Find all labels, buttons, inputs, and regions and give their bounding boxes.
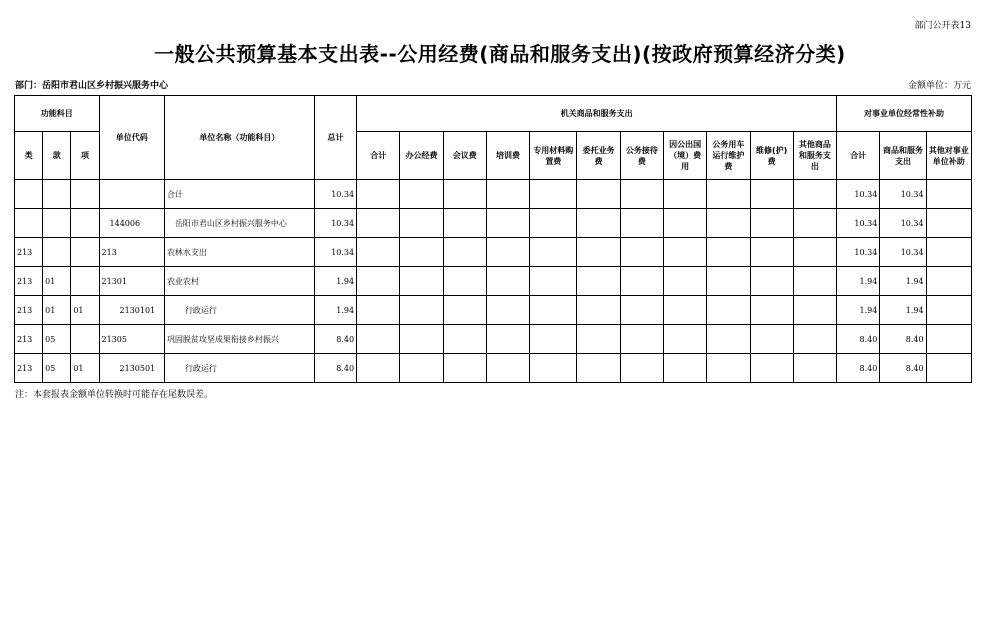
- cell-jiguan: [486, 209, 529, 238]
- cell-total: 10.34: [314, 238, 356, 267]
- cell-shiye: 10.34: [880, 180, 926, 209]
- cell-kuan: 01: [43, 267, 71, 296]
- cell-jiguan: [486, 296, 529, 325]
- cell-jiguan: [400, 180, 443, 209]
- cell-jiguan: [530, 180, 577, 209]
- cell-jiguan: [357, 238, 400, 267]
- cell-jiguan: [663, 238, 706, 267]
- cell-jiguan: [400, 325, 443, 354]
- cell-xiang: [71, 209, 99, 238]
- cell-jiguan: [357, 209, 400, 238]
- cell-unit-name: 巩固脱贫攻坚成果衔接乡村振兴: [164, 325, 314, 354]
- cell-jiguan: [400, 209, 443, 238]
- cell-total: 1.94: [314, 296, 356, 325]
- cell-kuan: 01: [43, 296, 71, 325]
- header-jiguan-group: 机关商品和服务支出: [357, 96, 837, 132]
- cell-total: 8.40: [314, 354, 356, 383]
- cell-jiguan: [707, 238, 750, 267]
- header-jiguan-col: 公务用车运行维护费: [707, 132, 750, 180]
- cell-shiye: 8.40: [837, 325, 880, 354]
- cell-jiguan: [357, 354, 400, 383]
- cell-shiye: 1.94: [880, 267, 926, 296]
- cell-jiguan: [443, 267, 486, 296]
- cell-jiguan: [443, 238, 486, 267]
- cell-unit-code: 144006: [99, 209, 164, 238]
- cell-shiye: 8.40: [837, 354, 880, 383]
- cell-jiguan: [793, 354, 836, 383]
- header-jiguan-col: 专用材料购置费: [530, 132, 577, 180]
- page-title: 一般公共预算基本支出表--公用经费(商品和服务支出)(按政府预算经济分类): [154, 42, 846, 66]
- header-jiguan-col: 会议费: [443, 132, 486, 180]
- cell-shiye: [926, 354, 971, 383]
- cell-unit-name: 行政运行: [164, 354, 314, 383]
- header-jiguan-col: 公务接待费: [620, 132, 663, 180]
- cell-jiguan: [663, 325, 706, 354]
- cell-jiguan: [486, 354, 529, 383]
- cell-shiye: 10.34: [880, 238, 926, 267]
- cell-jiguan: [663, 209, 706, 238]
- cell-jiguan: [707, 209, 750, 238]
- cell-shiye: 10.34: [837, 180, 880, 209]
- cell-shiye: 1.94: [837, 296, 880, 325]
- cell-lei: 213: [15, 267, 43, 296]
- cell-jiguan: [793, 180, 836, 209]
- cell-jiguan: [400, 238, 443, 267]
- cell-unit-code: 2130101: [99, 296, 164, 325]
- header-jiguan-col: 合计: [357, 132, 400, 180]
- cell-jiguan: [357, 296, 400, 325]
- cell-total: 10.34: [314, 180, 356, 209]
- cell-lei: [15, 209, 43, 238]
- cell-jiguan: [707, 354, 750, 383]
- cell-jiguan: [707, 267, 750, 296]
- cell-kuan: [43, 238, 71, 267]
- cell-jiguan: [486, 238, 529, 267]
- cell-jiguan: [577, 296, 620, 325]
- cell-xiang: [71, 180, 99, 209]
- cell-lei: 213: [15, 296, 43, 325]
- cell-unit-code: 21301: [99, 267, 164, 296]
- cell-unit-code: 21305: [99, 325, 164, 354]
- header-jiguan-col: 维修(护)费: [750, 132, 793, 180]
- cell-jiguan: [750, 238, 793, 267]
- department-label: 部门：岳阳市君山区乡村振兴服务中心: [15, 81, 169, 91]
- cell-jiguan: [663, 267, 706, 296]
- cell-kuan: 05: [43, 325, 71, 354]
- header-shiye-col: 其他对事业单位补助: [926, 132, 971, 180]
- header-shiye-group: 对事业单位经常性补助: [837, 96, 972, 132]
- expenditure-table: [14, 95, 972, 383]
- cell-xiang: [71, 238, 99, 267]
- cell-jiguan: [707, 325, 750, 354]
- cell-xiang: [71, 267, 99, 296]
- cell-jiguan: [357, 267, 400, 296]
- footnote: 注：本套报表金额单位转换时可能存在尾数误差。: [15, 390, 214, 400]
- cell-jiguan: [750, 180, 793, 209]
- cell-jiguan: [577, 267, 620, 296]
- header-xiang: 项: [71, 132, 99, 180]
- cell-jiguan: [750, 209, 793, 238]
- cell-shiye: 10.34: [837, 238, 880, 267]
- cell-shiye: [926, 180, 971, 209]
- cell-jiguan: [577, 325, 620, 354]
- cell-jiguan: [663, 296, 706, 325]
- cell-jiguan: [663, 180, 706, 209]
- cell-jiguan: [530, 325, 577, 354]
- cell-jiguan: [793, 267, 836, 296]
- cell-jiguan: [443, 354, 486, 383]
- cell-jiguan: [443, 325, 486, 354]
- header-jiguan-col: 因公出国（境）费用: [663, 132, 706, 180]
- cell-lei: 213: [15, 354, 43, 383]
- table-number-label: 部门公开表13: [914, 21, 971, 31]
- cell-jiguan: [486, 325, 529, 354]
- cell-unit-name: 岳阳市君山区乡村振兴服务中心: [164, 209, 314, 238]
- table-row: [15, 238, 972, 267]
- cell-jiguan: [486, 180, 529, 209]
- cell-jiguan: [400, 296, 443, 325]
- cell-jiguan: [707, 180, 750, 209]
- header-jiguan-col: 其他商品和服务支出: [793, 132, 836, 180]
- cell-jiguan: [577, 354, 620, 383]
- cell-jiguan: [400, 354, 443, 383]
- header-jiguan-col: 委托业务费: [577, 132, 620, 180]
- cell-jiguan: [750, 296, 793, 325]
- cell-unit-name: 农业农村: [164, 267, 314, 296]
- table-row: [15, 209, 972, 238]
- cell-total: 1.94: [314, 267, 356, 296]
- cell-jiguan: [793, 238, 836, 267]
- cell-jiguan: [620, 180, 663, 209]
- cell-unit-name: 合计: [164, 180, 314, 209]
- cell-xiang: 01: [71, 296, 99, 325]
- cell-jiguan: [577, 238, 620, 267]
- cell-jiguan: [357, 180, 400, 209]
- cell-total: 8.40: [314, 325, 356, 354]
- cell-jiguan: [620, 267, 663, 296]
- cell-xiang: [71, 325, 99, 354]
- cell-lei: [15, 180, 43, 209]
- cell-shiye: [926, 296, 971, 325]
- cell-jiguan: [530, 238, 577, 267]
- header-jiguan-col: 办公经费: [400, 132, 443, 180]
- cell-jiguan: [620, 238, 663, 267]
- cell-xiang: 01: [71, 354, 99, 383]
- table-row: [15, 325, 972, 354]
- cell-jiguan: [707, 296, 750, 325]
- cell-unit-name: 农林水支出: [164, 238, 314, 267]
- cell-shiye: 8.40: [880, 354, 926, 383]
- unit-label: 金额单位：万元: [907, 81, 971, 91]
- cell-jiguan: [620, 296, 663, 325]
- cell-total: 10.34: [314, 209, 356, 238]
- header-lei: 类: [15, 132, 43, 180]
- table-row: [15, 354, 972, 383]
- cell-kuan: [43, 209, 71, 238]
- header-total: 总计: [314, 96, 356, 180]
- cell-shiye: [926, 267, 971, 296]
- cell-jiguan: [793, 209, 836, 238]
- cell-unit-name: 行政运行: [164, 296, 314, 325]
- header-jiguan-col: 培训费: [486, 132, 529, 180]
- cell-shiye: 8.40: [880, 325, 926, 354]
- cell-shiye: 10.34: [880, 209, 926, 238]
- table-row: [15, 296, 972, 325]
- cell-jiguan: [486, 267, 529, 296]
- cell-jiguan: [663, 354, 706, 383]
- header-shiye-col: 合计: [837, 132, 880, 180]
- cell-jiguan: [750, 267, 793, 296]
- header-unit-code: 单位代码: [99, 96, 164, 180]
- cell-kuan: [43, 180, 71, 209]
- cell-jiguan: [750, 354, 793, 383]
- cell-lei: 213: [15, 325, 43, 354]
- cell-kuan: 05: [43, 354, 71, 383]
- cell-lei: 213: [15, 238, 43, 267]
- cell-shiye: 1.94: [837, 267, 880, 296]
- cell-jiguan: [530, 296, 577, 325]
- cell-jiguan: [443, 209, 486, 238]
- cell-jiguan: [577, 209, 620, 238]
- cell-shiye: 1.94: [880, 296, 926, 325]
- header-func-group: 功能科目: [15, 96, 100, 132]
- table-row: [15, 180, 972, 209]
- cell-shiye: 10.34: [837, 209, 880, 238]
- cell-jiguan: [620, 209, 663, 238]
- cell-jiguan: [793, 296, 836, 325]
- header-unit-name: 单位名称（功能科目）: [164, 96, 314, 180]
- cell-shiye: [926, 325, 971, 354]
- cell-jiguan: [620, 325, 663, 354]
- table-row: [15, 267, 972, 296]
- cell-jiguan: [750, 325, 793, 354]
- cell-jiguan: [620, 354, 663, 383]
- cell-jiguan: [443, 180, 486, 209]
- cell-unit-code: 213: [99, 238, 164, 267]
- header-kuan: 款: [43, 132, 71, 180]
- cell-jiguan: [530, 267, 577, 296]
- cell-shiye: [926, 209, 971, 238]
- cell-jiguan: [530, 209, 577, 238]
- cell-jiguan: [443, 296, 486, 325]
- cell-jiguan: [793, 325, 836, 354]
- cell-shiye: [926, 238, 971, 267]
- cell-unit-code: [99, 180, 164, 209]
- cell-unit-code: 2130501: [99, 354, 164, 383]
- cell-jiguan: [530, 354, 577, 383]
- cell-jiguan: [400, 267, 443, 296]
- header-shiye-col: 商品和服务支出: [880, 132, 926, 180]
- cell-jiguan: [357, 325, 400, 354]
- cell-jiguan: [577, 180, 620, 209]
